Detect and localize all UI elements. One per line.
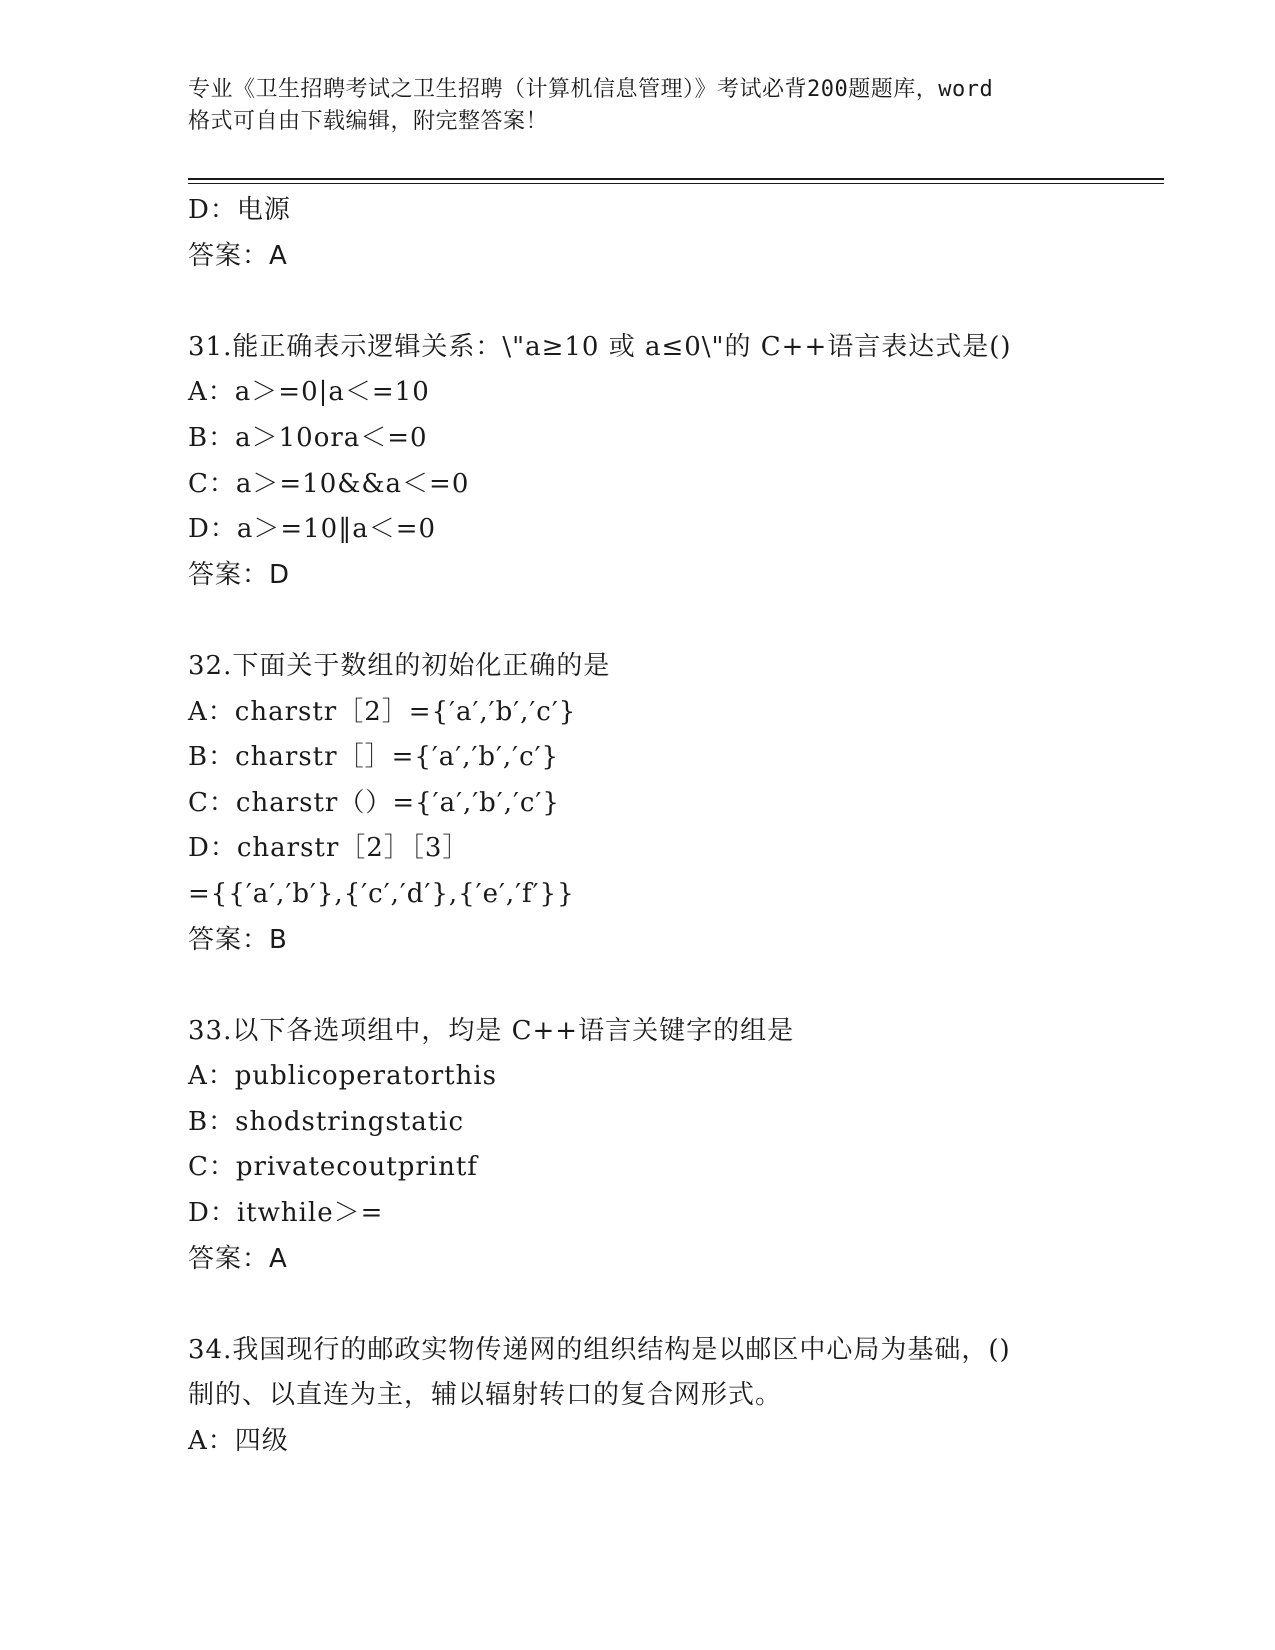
q34-option-a: A：四级 [188, 1426, 289, 1457]
page-header [188, 74, 1118, 138]
q31-option-c: C：a＞=10&&a＜=0 [188, 468, 470, 499]
header-line-1: 专业《卫生招聘考试之卫生招聘（计算机信息管理）》考试必背200题题库，word [188, 77, 994, 102]
q34-stem-line-1: 34.我国现行的邮政实物传递网的组织结构是以邮区中心局为基础，() [188, 1334, 1011, 1365]
q34-stem-line-2: 制的、以直连为主，辅以辐射转口的复合网形式。 [188, 1380, 783, 1411]
q32-option-a: A：charstr［2］={′a′,′b′,′c′} [188, 696, 577, 727]
q31-stem: 31.能正确表示逻辑关系：\"a≥10 或 a≤0\"的 C++语言表达式是() [188, 331, 1012, 362]
q30-answer: 答案：A [188, 240, 288, 271]
q33-option-b: B：shodstringstatic [188, 1106, 465, 1137]
q33-option-d: D：itwhile＞= [188, 1198, 384, 1229]
q32-answer: 答案：B [188, 924, 288, 955]
q30-option-d: D：电源 [188, 195, 291, 225]
q33-answer: 答案：A [188, 1243, 288, 1274]
q31-option-b: B：a＞10ora＜=0 [188, 422, 428, 453]
header-rule-thick [188, 178, 1164, 180]
q32-option-d-line-2: ={{′a′,′b′},{′c′,′d′},{′e′,′f′}} [188, 878, 575, 909]
q32-option-d-line-1: D：charstr［2］［3］ [188, 833, 470, 864]
q32-stem: 32.下面关于数组的初始化正确的是 [188, 650, 611, 681]
q31-option-d: D：a＞=10‖a＜=0 [188, 514, 437, 545]
spacer [188, 1282, 1148, 1328]
q31-answer: 答案：D [188, 559, 291, 590]
spacer [188, 963, 1148, 1009]
q33-option-c: C：privatecoutprintf [188, 1152, 478, 1183]
header-rule-thin [188, 183, 1164, 184]
question-content [188, 188, 1148, 1465]
q31-option-a: A：a＞=0|a＜=10 [188, 377, 430, 408]
spacer [188, 598, 1148, 644]
spacer [188, 279, 1148, 325]
q32-option-b: B：charstr［］={′a′,′b′,′c′} [188, 742, 560, 773]
q32-option-c: C：charstr（）={′a′,′b′,′c′} [188, 787, 560, 818]
header-line-2: 格式可自由下载编辑，附完整答案！ [188, 109, 549, 134]
q33-stem: 33.以下各选项组中，均是 C++语言关键字的组是 [188, 1015, 795, 1046]
q33-option-a: A：publicoperatorthis [188, 1061, 497, 1092]
